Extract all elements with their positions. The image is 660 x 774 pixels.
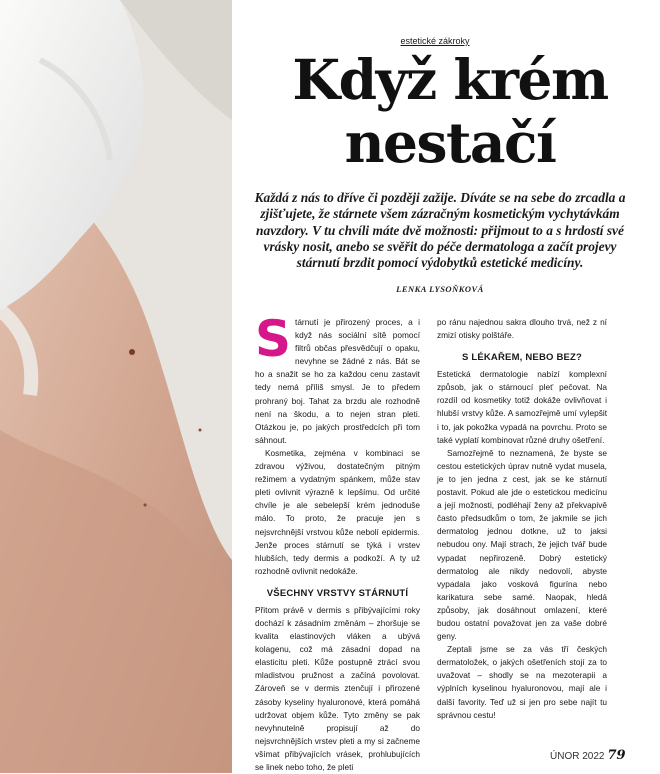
article-paragraph	[255, 310, 420, 447]
hero-photo	[0, 0, 232, 773]
article-paragraph: Zeptali jsme se za vás tří českých dermatoložek, o jakých ošetřeních stojí za to uvažovat – shodly se na mezoterapii a výplních kyselinou hyaluronovou, mají ale i další favority. Teď už si jen pro sebe najít tu správnou cestu!	[437, 644, 607, 720]
photo-illustration	[0, 0, 232, 773]
article-paragraph: po ránu najednou sakra dlouho trvá, než z ní zmizí otisky polštáře.	[437, 317, 607, 341]
page-footer	[550, 748, 630, 763]
article-column-left	[255, 310, 420, 774]
subheading: S LÉKAŘEM, NEBO BEZ?	[461, 352, 583, 364]
drop-cap: S	[255, 310, 292, 368]
headline-line-1: Když krém	[292, 47, 608, 112]
subheading: VŠECHNY VRSTVY STÁRNUTÍ	[266, 587, 409, 599]
issue-label: ÚNOR 2022	[550, 751, 605, 762]
page-number: 79	[607, 748, 626, 763]
headline	[240, 48, 660, 174]
section-tag: estetické zákroky	[400, 36, 470, 46]
article-column-right	[437, 316, 607, 722]
lede-text: Každá z nás to dříve či později zažije. Díváte se na sebe do zrcadla a zjišťujete, že stárnete všem zázračným kosmetickým vychytávkám navzdory. V tu chvíli máte dvě možnosti: přijmout to a s hrdostí své vrásky nosit, anebo se svěřit do péče dermatologa a začít projevy stárnutí brzdit pomocí výdobytků estetické medicíny.	[254, 190, 626, 271]
article-paragraph: Kosmetika, zejména v kombinaci se zdravou výživou, dostatečným pitným režimem a vydatným spánkem, může stav pleti ovlivnit výrazně k lepšímu. Od určité chvíle je ale sebelepší krém jednoduše málo. To proto, že pracuje jen s nejsvrchnější vrstvou kůže nebolí epidermis. Jenže proces stárnutí se týká i vrstev hlubších, tedy dermis a podkoží. A ty už rozhodně ovlivnit nedokáže.	[255, 447, 420, 576]
headline-line-2: nestačí	[344, 110, 556, 175]
paragraph-text: tárnutí je přirozený proces, a i když nás sociální sítě pomocí filtrů občas přesvědčují o opaku, nevyhne se žádné z nás. Bát se ho a snažit se ho za každou cenu zastavit tedy nemá příliš smysl. Je to předem prohraný boj. Tahat za brzdu ale rozhodně není na škodu, a to nejen stran pleti. Otázkou je, po jakých prostředcích při tom sáhnout.	[255, 317, 420, 445]
article-paragraph: Samozřejmě to neznamená, že byste se cestou estetických úprav nutně vydat musela, je to jen jedna z cest, jak se ke stárnutí postavit. Pokud ale jde o estetickou medicínu a její možnosti, podléhají ženy až překvapivě často předsudkům o tom, že jakmile se jich dermatolog jednou dotkne, už to jaksi nebudou ony. Mají strach, že jejich tvář bude vypadat nepřirozeně. Dobrý estetický dermatolog ale nikdy nedovolí, abyste vypadala jako vosková figurína nebo karikatura sebe samé. Naopak, hledá způsoby, jak dosáhnout omlazení, které budou ostatní považovat jen za vaše dobré geny.	[437, 447, 607, 642]
lede	[245, 190, 635, 271]
author-byline: LENKA LYSOŇKOVÁ	[396, 284, 484, 294]
article-paragraph: Přitom právě v dermis s přibývajícími roky dochází k zásadním změnám – zhoršuje se kvalita elastinových vláken a ubývá kolagenu, což má zásadní dopad na elasticitu pleti. Kůže postupně ztrácí svou mladistvou pružnost a začíná povolovat. Zároveň se v dermis ztenčují i přirozené zásoby kyseliny hyaluronové, která pomáhá udržovat objem kůže. Tyto změny se pak nevyhnutelně propisují až do nejsvrchnějších vrstev pleti a my si začneme všímat přibývajících vrásek, prohlubujících se linek nebo toho, že pleti	[255, 604, 420, 772]
article-paragraph: Estetická dermatologie nabízí komplexní způsob, jak o stárnoucí pleť pečovat. Na rozdíl od kosmetiky totiž dokáže ovlivňovat i hlubší vrstvy kůže. A samozřejmě umí vylepšit i to, jak pokožka vypadá na povrchu. Proto se také vyplatí kombinovat různé druhy ošetření.	[437, 369, 607, 445]
